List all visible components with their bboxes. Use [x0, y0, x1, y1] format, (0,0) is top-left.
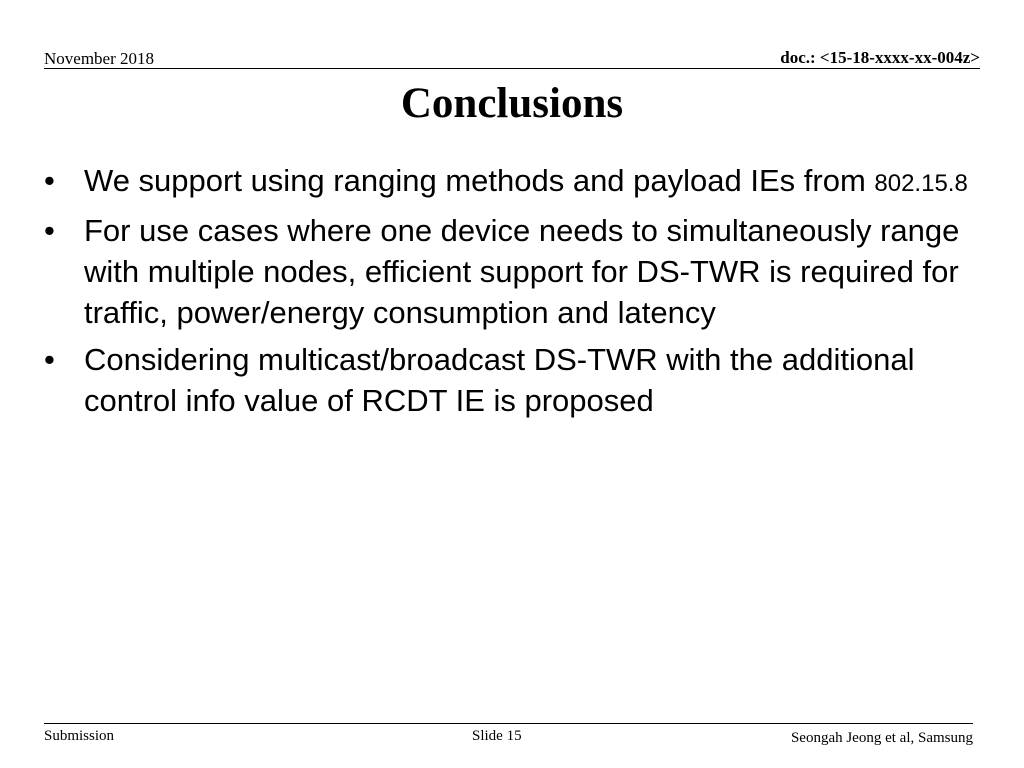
bullet-text: Considering multicast/broadcast DS-TWR with the additional control info value of RCDT IE is proposed: [84, 342, 915, 418]
slide-title: Conclusions: [400, 80, 624, 127]
bullet-dot-icon: •: [44, 163, 55, 198]
bullet-text: For use cases where one device needs to simultaneously range with multiple nodes, efficient support for DS-TWR is required for traffic, power/energy consumption and latency: [84, 213, 960, 330]
bullet-text: We support using ranging methods and payload IEs from: [84, 163, 875, 198]
header-divider: [44, 68, 980, 69]
bullet-item: [44, 339, 984, 421]
footer-divider: [44, 723, 973, 724]
bullet-item: [44, 210, 984, 333]
bullet-list: [44, 160, 984, 427]
footer-slide-number: Slide 15: [472, 728, 522, 744]
bullet-dot-icon: •: [44, 342, 55, 377]
footer-submission: Submission: [44, 728, 115, 744]
bullet-dot-icon: •: [44, 213, 55, 248]
header-date: November 2018: [44, 49, 155, 68]
bullet-text-standard: 802.15.8: [874, 170, 968, 197]
bullet-item: [44, 160, 984, 204]
header-doc-id: doc.: <15-18-xxxx-xx-004z>: [780, 48, 980, 67]
footer-author: Seongah Jeong et al, Samsung: [790, 730, 973, 746]
